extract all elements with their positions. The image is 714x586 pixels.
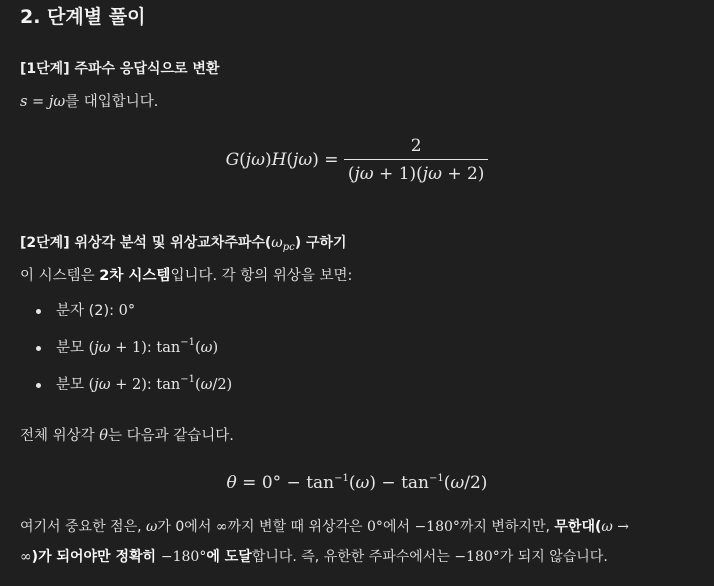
step1-intro-text: 를 대입합니다. (65, 94, 159, 110)
section-title: 2. 단계별 풀이 (20, 6, 146, 28)
math-theta: θ (99, 428, 108, 444)
step1-heading: [1단계] 주파수 응답식으로 변환 (20, 61, 220, 77)
math-s: s (20, 94, 28, 110)
bullet-dot (36, 309, 41, 314)
list-item: 분모 (jω + 1): $\tan^{-1}(\omega)$ (20, 337, 232, 374)
conclusion-line-1: 여기서 중요한 점은, ω가 0에서 ∞까지 변할 때 위상각은 0°에서 −180°까지 변하지만, 무한대(ω → (20, 519, 629, 535)
total-phase-intro: 전체 위상각 θ는 다음과 같습니다. (20, 428, 234, 444)
conclusion-line-2: ∞)가 되어야만 정확히 −180°에 도달합니다. 즉, 유한한 주파수에서는 −180°가 되지 않습니다. (20, 549, 608, 565)
bullet-dot (36, 383, 41, 388)
step2-heading: [2단계] 위상각 분석 및 위상교차주파수$(\omega_{pc})$ 구하기 (20, 235, 347, 253)
equation-lhs: G(jω)H(jω) = (225, 150, 344, 170)
step1-intro: s = jω를 대입합니다. (20, 94, 159, 110)
phase-term-list (20, 300, 232, 411)
math-jw: jω (48, 94, 66, 110)
equation-numerator: 2 (410, 136, 422, 156)
second-order-system-bold: 2차 시스템 (99, 268, 171, 284)
list-item: 분모 (jω + 2): $\tan^{-1}(\omega/2)$ (20, 374, 232, 411)
step2-intro: 이 시스템은 2차 시스템입니다. 각 항의 위상을 보면: (20, 268, 353, 284)
equation-denominator: (jω + 1)(jω + 2) (344, 159, 489, 184)
phase-equation: $\theta = 0^\circ - \tan^{-1}(\omega) - \tan^{-1}(\omega/2)$ (226, 473, 488, 493)
equation-fraction (344, 136, 489, 184)
list-item: 분자 (2): 0° (20, 300, 232, 337)
math-omega-pc: $\omega_{pc}$ (271, 235, 295, 253)
transfer-function-equation (0, 136, 714, 184)
bullet-dot (36, 346, 41, 351)
